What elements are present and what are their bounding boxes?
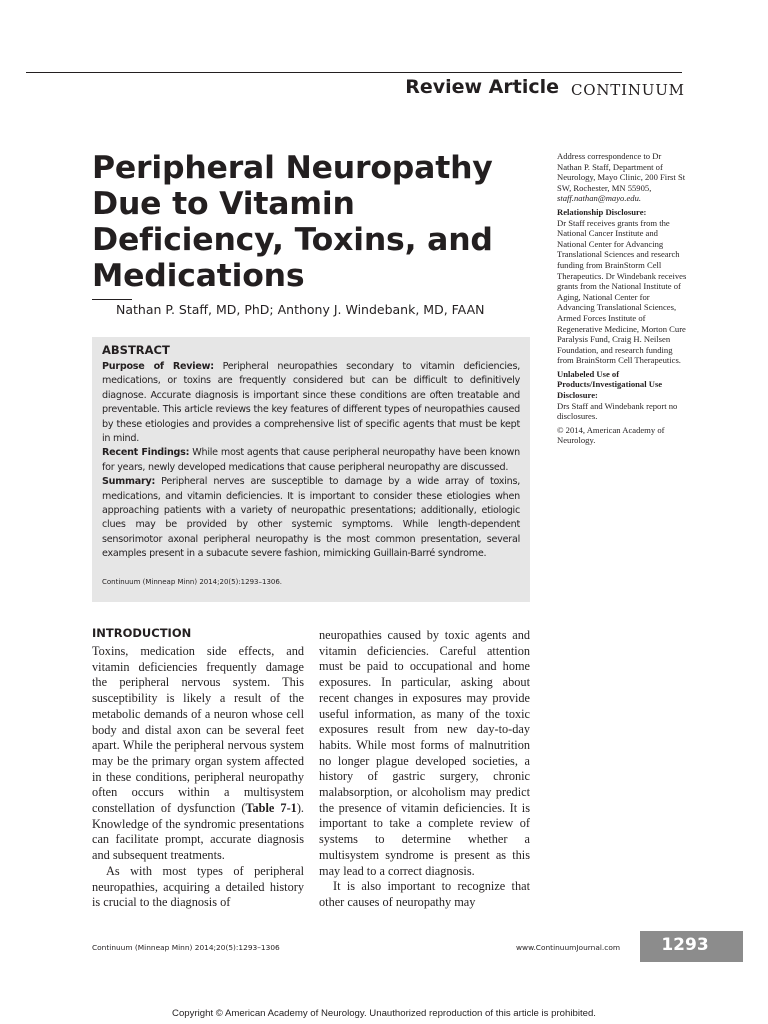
intro-paragraph-1 [92, 644, 304, 864]
relationship-disclosure-heading: Relationship Disclosure: [557, 206, 647, 217]
journal-logo: CONTINUUM [571, 81, 685, 99]
correspondence-email[interactable]: staff.nathan@mayo.edu. [557, 193, 642, 204]
findings-label: Recent Findings: [102, 447, 190, 459]
abstract-purpose [102, 360, 520, 446]
correspondence-sidebar [557, 151, 687, 446]
summary-label: Summary: [102, 476, 156, 488]
abstract-citation: Continuum (Minneap Minn) 2014;20(5):1293–1306. [102, 577, 283, 586]
header-rule [26, 72, 682, 73]
body-column-right [319, 628, 530, 911]
abstract-summary [102, 475, 520, 561]
intro-paragraph-1-start: Toxins, medication side effects, and vitamin deficiencies frequently damage the peripheral nervous system. This susceptibility is likely a result of the metabolic demands of a neuron whose cell body and distal axon can be several feet apart. While the peripheral nervous system may be the primary organ system affected in these conditions, peripheral neuropathy often occurs within a multisystem constellation of dysfunction ( [92, 644, 304, 816]
correspondence-address: Address correspondence to Dr Nathan P. Staff, Department of Neurology, Mayo Clinic, 200 First St SW, Rochester, MN 55905, [557, 151, 686, 193]
abstract-box [92, 337, 530, 602]
unlabeled-use-heading: Unlabeled Use of Products/Investigational Use Disclosure: [557, 368, 663, 401]
abstract-findings [102, 446, 520, 475]
article-type-label: Review Article [405, 76, 559, 98]
footer-citation: Continuum (Minneap Minn) 2014;20(5):1293–1306 [92, 943, 280, 952]
purpose-label: Purpose of Review: [102, 361, 214, 372]
copyright-notice: Copyright © American Academy of Neurology. Unauthorized reproduction of this article is prohibited. [172, 1008, 596, 1019]
intro-paragraph-4: It is also important to recognize that other causes of neuropathy may [319, 879, 530, 909]
relationship-disclosure-text: Dr Staff receives grants from the National Cancer Institute and National Center for Advancing Translational Sciences and research funding from BrainStorm Cell Therapeutics. Dr Windebank receives grants from the National Institute of Aging, National Center for Advancing Translational Sciences, Armed Forces Institute of Regenerative Medicine, Morton Cure Paralysis Fund, Craig H. Neilsen Foundation, and research funding from BrainStorm Cell Therapeutics. [557, 217, 687, 366]
summary-text: Peripheral nerves are susceptible to damage by a wide array of toxins, medications, and vitamin deficiencies. It is important to consider these etiologies when approaching patients with a variety of neuropathic presentations; additionally, etiologic clues may be provided by other systemic symptoms. While length-dependent sensorimotor axonal peripheral neuropathy is the most common presentation, several examples present in a subacute severe fashion, mimicking Guillain-Barré syndrome. [102, 476, 520, 560]
sidebar-copyright: © 2014, American Academy of Neurology. [557, 424, 665, 446]
intro-paragraph-3: neuropathies caused by toxic agents and vitamin deficiencies. Careful attention must be paid to occupational and home exposures. In particular, asking about recent changes in exposures may provide useful information, as many of the toxic exposures result from new day-to-day habits. While most forms of malnutrition no longer plague developed societies, a history of gastric surgery, chronic malabsorption, or alcoholism may predict the presence of vitamin deficiencies. It is important to take a complete review of systems to determine whether a multisystem syndrome is present as this may lead to a correct diagnosis. [319, 628, 530, 878]
intro-paragraph-1-end: ). Knowledge of the syndromic presentations can facilitate prompt, accurate diagnosis and subsequent treatments. [92, 801, 304, 863]
body-column-left [92, 644, 304, 911]
page-number: 1293 [661, 935, 709, 955]
purpose-text: Peripheral neuropathies secondary to vitamin deficiencies, medications, or toxins are frequently considered but can be difficult to definitively diagnose. Accurate diagnosis is important since these conditions are often treatable and preventable. This article reviews the key features of different types of neuropathies caused by these etiologies and provides a comprehensive list of specific agents that must be kept in mind. [102, 361, 520, 445]
title-divider [92, 299, 132, 300]
unlabeled-use-text: Drs Staff and Windebank report no disclosures. [557, 400, 678, 422]
table-reference-link[interactable]: Table 7-1 [245, 801, 297, 816]
section-heading-introduction: INTRODUCTION [92, 626, 192, 640]
findings-text: While most agents that cause peripheral neuropathy have been known for years, newly developed medications that cause peripheral neuropathy are discussed. [102, 447, 520, 473]
footer-journal-url[interactable]: www.ContinuumJournal.com [516, 943, 621, 952]
intro-paragraph-2: As with most types of peripheral neuropathies, acquiring a detailed history is crucial to the diagnosis of [92, 863, 304, 910]
author-list: Nathan P. Staff, MD, PhD; Anthony J. Windebank, MD, FAAN [116, 302, 485, 317]
article-title: Peripheral Neuropathy Due to Vitamin Deficiency, Toxins, and Medications [92, 150, 493, 294]
abstract-heading: ABSTRACT [102, 343, 170, 357]
